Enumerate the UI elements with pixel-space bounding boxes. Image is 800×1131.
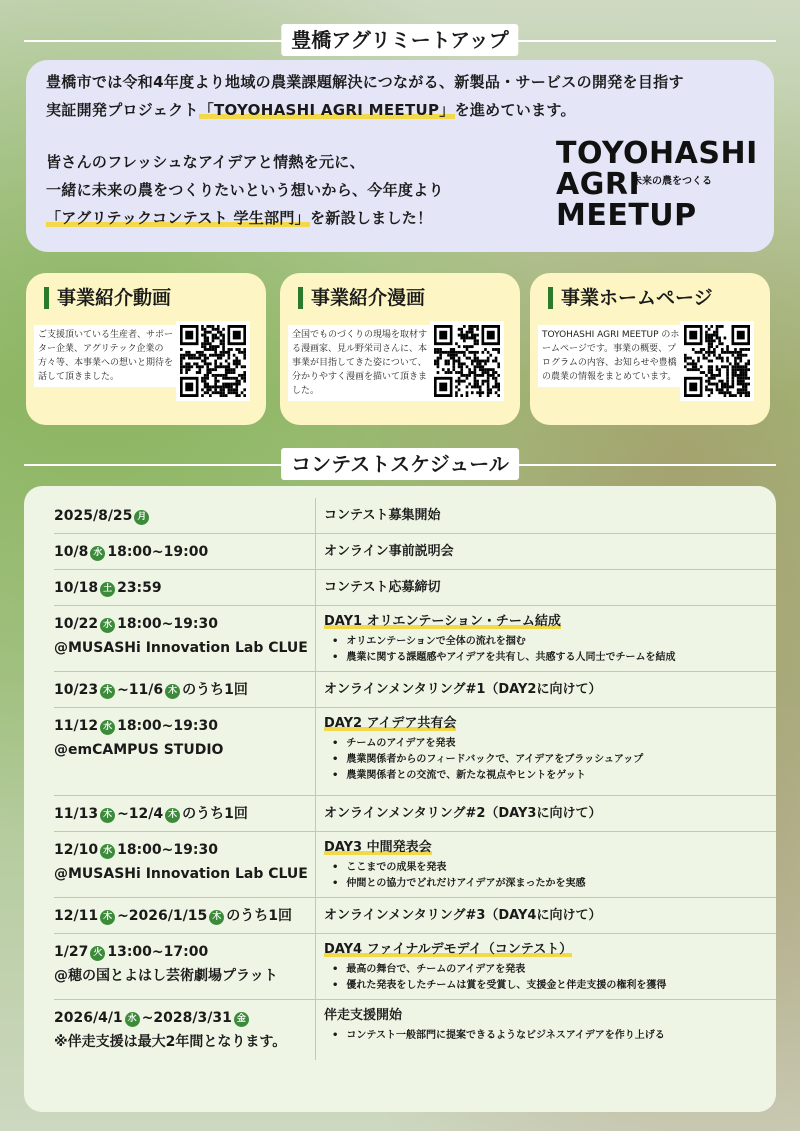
qr-code-icon[interactable] [680,321,754,401]
schedule-table [24,486,776,1112]
schedule-event-cell [324,498,776,533]
weekday-badge: 水 [90,546,105,561]
card-homepage[interactable] [530,273,770,425]
event-details [332,860,586,892]
schedule-venue: @穂の国とよはし芸術劇場プラット [54,968,278,984]
schedule-event-cell [324,898,776,933]
event-detail-item: • 最高の舞台で、チームのアイデアを発表 [332,962,666,978]
schedule-row [54,498,776,534]
toyohashi-agri-meetup-logo: TOYOHASHI AGRI MEETUP 未来の農をつくる [556,136,758,233]
time-range: のうち1回 [182,682,248,698]
intro-line-5: 「アグリテックコンテスト 学生部門」を新設しました！ [46,209,433,227]
schedule-event: オンライン事前説明会 [324,544,454,559]
schedule-row [54,832,776,898]
event-detail-item: • 農業関係者との交流で、新たな視点やヒントをゲット [332,768,643,784]
schedule-date [54,614,218,634]
schedule-title: コンテストスケジュール [281,448,519,480]
event-details [332,736,643,784]
event-detail-item: • チームのアイデアを発表 [332,736,643,752]
event-detail-item: • オリエンテーションで全体の流れを掴む [332,634,676,650]
time-range: 18:00~19:30 [117,718,218,734]
event-detail-item: • ここまでの成果を発表 [332,860,586,876]
weekday-badge: 水 [100,618,115,633]
card-intro-manga[interactable] [280,273,520,425]
schedule-event-cell [324,832,776,897]
page-title: 豊橋アグリミートアップ [281,24,518,56]
schedule-event-cell [324,570,776,605]
card-title: 事業ホームページ [548,287,713,309]
weekday-badge: 火 [90,946,105,961]
date-start: 2026/4/1 [54,1010,123,1026]
schedule-event: DAY3 中間発表会 [324,840,432,855]
qr-code-icon[interactable] [176,321,250,401]
schedule-date [54,506,151,526]
schedule-date-cell [54,934,316,999]
schedule-date-cell [54,1000,316,1060]
schedule-venue: @MUSASHi Innovation Lab CLUE [54,640,308,656]
schedule-event: コンテスト応募締切 [324,580,441,595]
schedule-row [54,672,776,708]
weekday-badge: 金 [234,1012,249,1027]
schedule-date [54,716,218,736]
schedule-venue: @emCAMPUS STUDIO [54,742,224,758]
time-range: のうち1回 [226,908,292,924]
schedule-date-cell [54,898,316,933]
schedule-row [54,606,776,672]
date-start: 1/27 [54,944,89,960]
qr-code-icon[interactable] [430,321,504,401]
schedule-event: コンテスト募集開始 [324,508,441,523]
schedule-date-cell [54,672,316,707]
date-start: 10/8 [54,544,89,560]
schedule-row [54,796,776,832]
weekday-badge: 木 [100,684,115,699]
date-start: 12/10 [54,842,99,858]
schedule-event: DAY2 アイデア共有会 [324,716,457,731]
schedule-event-cell [324,708,776,795]
weekday-badge: 木 [100,910,115,925]
schedule-date-cell [54,498,316,533]
weekday-badge: 土 [100,582,115,597]
card-description: 全国でものづくりの現場を取材する漫画家、見ル野栄司さんに、本事業が目指してきた姿について、分かりやすく漫画を描いて頂きました。 [288,325,436,401]
schedule-event-cell [324,672,776,707]
intro-line-3: 皆さんのフレッシュなアイデアと情熱を元に、 [46,153,365,171]
schedule-row [54,570,776,606]
schedule-date [54,906,292,926]
schedule-event-cell [324,534,776,569]
schedule-event-cell [324,796,776,831]
card-title: 事業紹介動画 [44,287,171,309]
time-range: 18:00~19:30 [117,842,218,858]
event-details [332,962,666,994]
event-detail-item: • コンテスト一般部門に提案できるようなビジネスアイデアを作り上げる [332,1028,665,1044]
schedule-row [54,708,776,796]
intro-line-2: 実証開発プロジェクト「TOYOHASHI AGRI MEETUP」を進めています。 [46,101,576,119]
project-name-highlight: 「TOYOHASHI AGRI MEETUP」 [198,101,455,119]
date-start: 11/13 [54,806,99,822]
schedule-event: オンラインメンタリング#2（DAY3に向けて） [324,806,602,821]
event-detail-item: • 仲間との協力でどれだけアイデアが深まったかを実感 [332,876,586,892]
schedule-date-cell [54,534,316,569]
schedule-date [54,1008,251,1028]
logo-tagline: 未来の農をつくる [632,176,712,187]
date-start: 11/12 [54,718,99,734]
schedule-event: オンラインメンタリング#3（DAY4に向けて） [324,908,602,923]
date-start: 10/18 [54,580,99,596]
schedule-event-cell [324,1000,776,1060]
schedule-date [54,840,218,860]
schedule-date [54,804,248,824]
schedule-event: DAY4 ファイナルデモデイ（コンテスト） [324,942,573,957]
weekday-badge: 木 [165,684,180,699]
schedule-header [0,446,800,482]
time-range: のうち1回 [182,806,248,822]
event-detail-item: • 優れた発表をしたチームは賞を受賞し、支援金と伴走支援の権利を獲得 [332,978,666,994]
schedule-date [54,942,208,962]
schedule-event-cell [324,934,776,999]
weekday-badge: 水 [100,720,115,735]
event-details [332,1028,665,1044]
schedule-date-cell [54,570,316,605]
schedule-row [54,534,776,570]
contest-name-highlight: 「アグリテックコンテスト 学生部門」 [46,209,310,227]
schedule-venue: ※伴走支援は最大2年間となります。 [54,1034,287,1050]
time-range: 13:00~17:00 [107,944,209,960]
schedule-event-cell [324,606,776,671]
card-intro-video[interactable] [26,273,266,425]
event-detail-item: • 農業に関する課題感やアイデアを共有し、共感する人同士でチームを結成 [332,650,676,666]
event-details [332,634,676,666]
time-range: 18:00~19:30 [117,616,218,632]
date-end: ~12/4 [117,806,164,822]
time-range: 23:59 [117,580,162,596]
date-start: 12/11 [54,908,99,924]
time-range: 18:00~19:00 [107,544,209,560]
weekday-badge: 木 [165,808,180,823]
weekday-badge: 月 [134,510,149,525]
date-end: ~11/6 [117,682,164,698]
date-start: 2025/8/25 [54,508,133,524]
schedule-date-cell [54,708,316,795]
card-description: ご支援頂いている生産者、サポーター企業、アグリテック企業の方々等、本事業への想いと期待を話して頂きました。 [34,325,182,387]
schedule-date [54,578,162,598]
card-title: 事業紹介漫画 [298,287,425,309]
schedule-row [54,934,776,1000]
weekday-badge: 木 [100,808,115,823]
schedule-date [54,680,248,700]
weekday-badge: 水 [100,844,115,859]
weekday-badge: 木 [209,910,224,925]
weekday-badge: 水 [125,1012,140,1027]
schedule-date-cell [54,606,316,671]
schedule-date-cell [54,832,316,897]
card-description: TOYOHASHI AGRI MEETUP のホームページです。事業の概要、プログラムの内容、お知らせや豊橋の農業の情報をまとめています。 [538,325,686,387]
schedule-row [54,898,776,934]
schedule-row [54,1000,776,1060]
schedule-date [54,542,208,562]
event-detail-item: • 農業関係者からのフィードバックで、アイデアをブラッシュアップ [332,752,643,768]
schedule-date-cell [54,796,316,831]
intro-panel [26,60,774,252]
page-header [0,22,800,58]
intro-line-4: 一緒に未来の農をつくりたいという想いから、今年度より [46,181,444,199]
date-start: 10/23 [54,682,99,698]
date-start: 10/22 [54,616,99,632]
schedule-event: オンラインメンタリング#1（DAY2に向けて） [324,682,602,697]
schedule-venue: @MUSASHi Innovation Lab CLUE [54,866,308,882]
intro-line-1: 豊橋市では令和4年度より地域の農業課題解決につながる、新製品・サービスの開発を目指す [46,73,684,91]
date-end: ~2026/1/15 [117,908,208,924]
schedule-event: 伴走支援開始 [324,1008,403,1023]
date-end: ~2028/3/31 [141,1010,232,1026]
schedule-event: DAY1 オリエンテーション・チーム結成 [324,614,561,629]
